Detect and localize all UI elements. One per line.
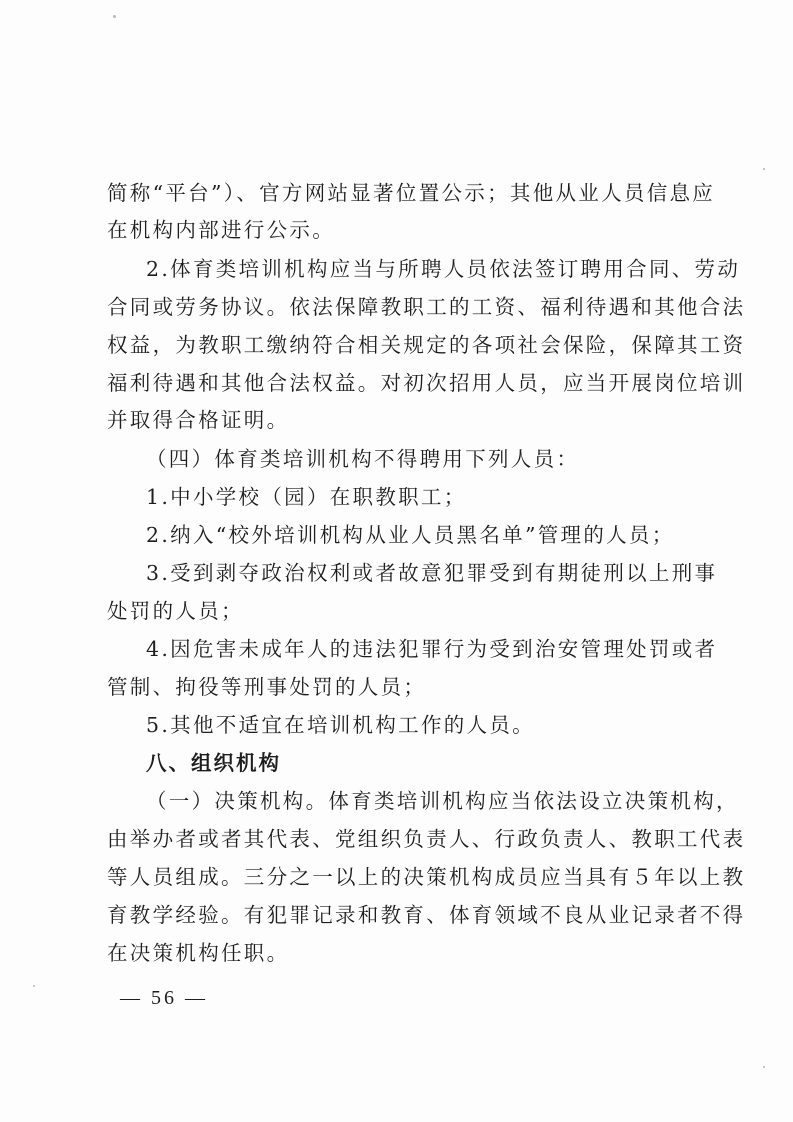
text-line: 5.其他不适宜在培训机构工作的人员。: [146, 713, 535, 737]
text-line: 由举办者或者其代表、党组织负责人、行政负责人、教职工代表: [107, 827, 746, 851]
text-line: 等人员组成。三分之一以上的决策机构成员应当具有５年以上教: [107, 865, 746, 889]
text-line: 福利待遇和其他合法权益。对初次招用人员，应当开展岗位培训: [107, 371, 746, 395]
section-heading: 八、组织机构: [146, 751, 281, 775]
text-line: 并取得合格证明。: [107, 408, 290, 432]
scan-speck: [33, 985, 35, 987]
text-line: 合同或劳务协议。依法保障教职工的工资、福利待遇和其他合法: [107, 295, 746, 319]
text-line: 管制、拘役等刑事处罚的人员；: [107, 675, 427, 699]
text-line: 权益，为教职工缴纳符合相关规定的各项社会保险，保障其工资: [107, 333, 746, 357]
text-line: （四）体育类培训机构不得聘用下列人员：: [146, 447, 580, 471]
text-line: （一）决策机构。体育类培训机构应当依法设立决策机构，: [146, 789, 739, 813]
scan-speck: [113, 15, 116, 18]
text-line: 育教学经验。有犯罪记录和教育、体育领域不良从业记录者不得: [107, 903, 746, 927]
text-line: 处罚的人员；: [107, 599, 244, 623]
scan-speck: [763, 168, 765, 170]
page-number: — 56 —: [120, 987, 208, 1009]
text-line: 4.因危害未成年人的违法犯罪行为受到治安管理处罚或者: [146, 637, 718, 661]
scan-speck: [763, 1066, 765, 1068]
text-line: 3.受到剥夺政治权利或者故意犯罪受到有期徒刑以上刑事: [146, 561, 718, 585]
text-line: 1.中小学校（园）在职教职工；: [146, 485, 467, 509]
text-line: 在决策机构任职。: [107, 941, 290, 965]
text-line: 2.纳入“校外培训机构从业人员黑名单”管理的人员；: [146, 523, 675, 547]
text-line: 在机构内部进行公示。: [107, 218, 335, 242]
text-line: 简称“平台”）、官方网站显著位置公示；其他从业人员信息应: [107, 181, 716, 205]
text-line: 2.体育类培训机构应当与所聘人员依法签订聘用合同、劳动: [146, 257, 741, 281]
